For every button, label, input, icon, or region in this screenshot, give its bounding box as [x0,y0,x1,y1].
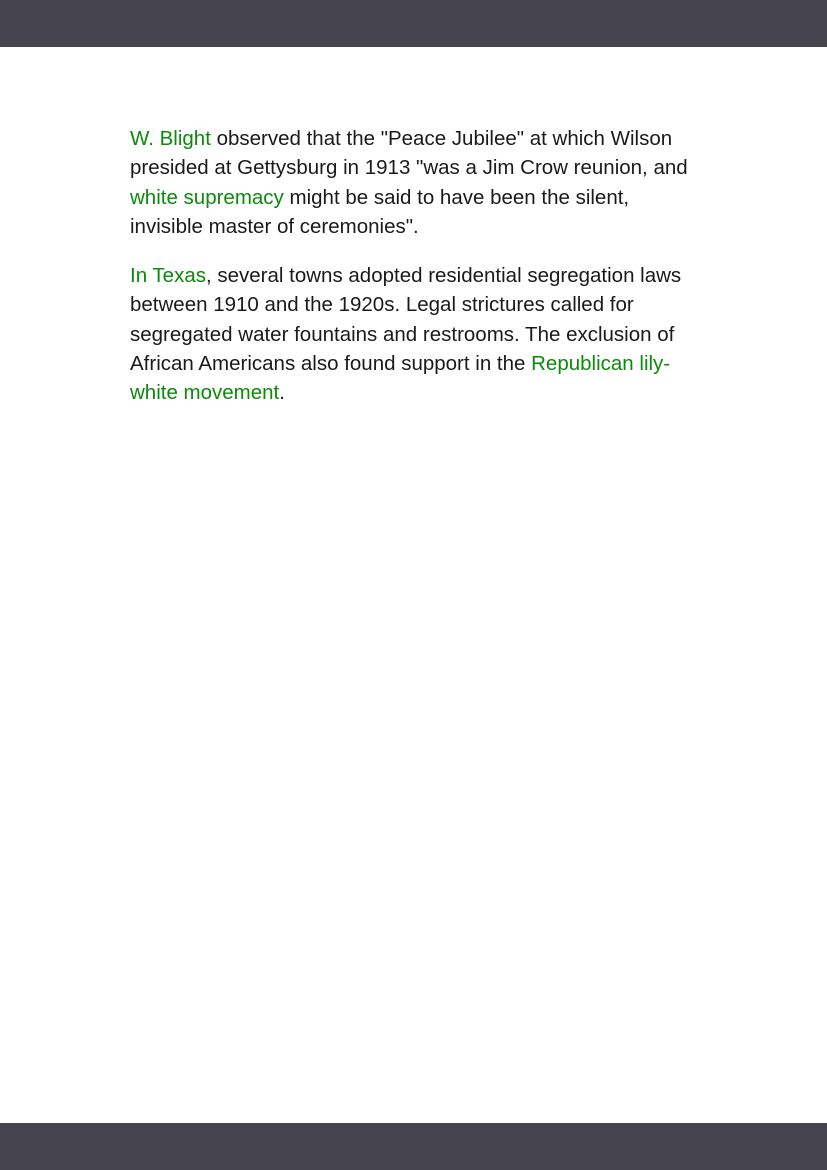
top-bar [0,0,827,47]
link-w-blight[interactable]: W. Blight [130,127,211,150]
bottom-bar [0,1123,827,1170]
paragraph-text: , several towns adopted residential segregation laws between 1910 and the 1920s. Legal strictures called for segregated water fountains and restrooms. The exclusion of African Americans also found support in the [130,264,682,376]
paragraph-texas [130,261,698,407]
article-body [130,124,698,428]
link-republican-lily-white-movement[interactable]: Republican lily-white movement [130,352,671,405]
link-white-supremacy[interactable]: white supremacy [130,185,284,209]
paragraph-text: . [279,381,285,405]
paragraph-blight [130,124,698,241]
link-in-texas[interactable]: In Texas [130,264,206,288]
paragraph-text: observed that the "Peace Jubilee" at which Wilson presided at Gettysburg in 1913 "was a Jim Crow reunion, and [130,127,688,180]
paragraph-text: might be said to have been the silent, invisible master of ceremonies". [130,185,630,238]
